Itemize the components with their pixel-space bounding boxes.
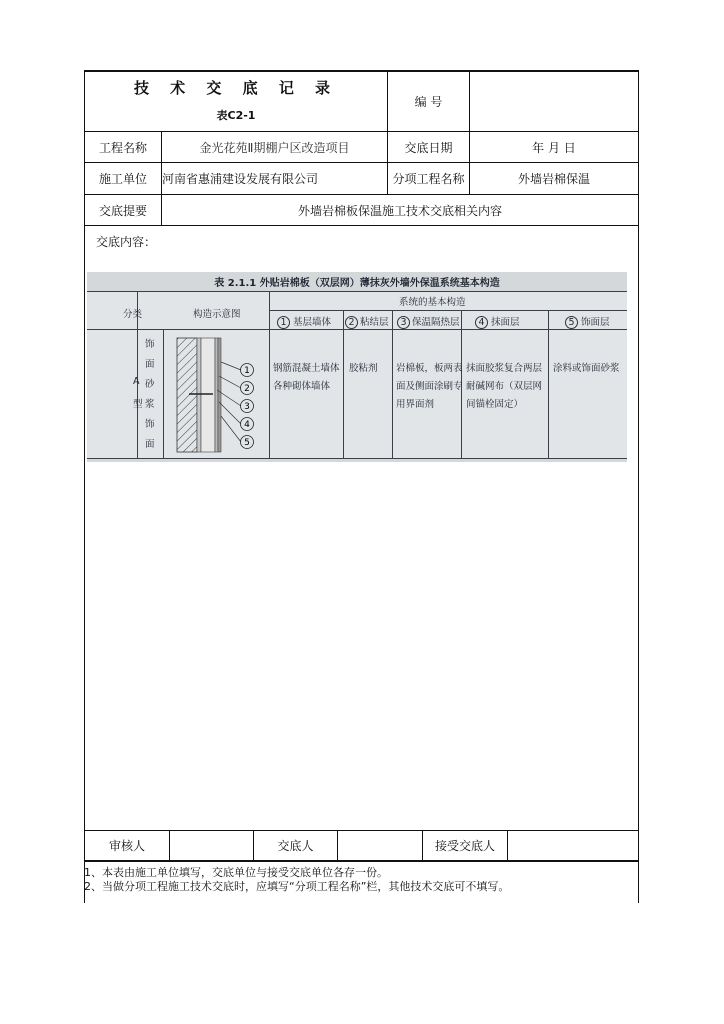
date-label: 交底日期 (404, 140, 453, 155)
type-label-a: A (133, 376, 140, 387)
wall-section-diagram (167, 332, 267, 456)
layer-desc-1b: 各种砌体墙体 (273, 381, 331, 392)
layer-desc-5a: 涂料或饰面砂浆 (553, 363, 620, 374)
summary-label: 交底提要 (98, 203, 147, 218)
summary-value[interactable]: 外墙岩棉板保温施工技术交底相关内容 (297, 203, 502, 218)
subproject-label: 分项工程名称 (392, 172, 465, 186)
layer-header-4: 4 抹面层 (475, 314, 520, 329)
layer-desc-1a: 钢筋混凝土墙体 (273, 363, 340, 374)
layer-desc-3a: 岩棉板，板两表 (396, 363, 463, 374)
reviewer-field[interactable] (170, 831, 253, 860)
date-value[interactable]: 年 月 日 (532, 140, 576, 155)
project-name-value[interactable]: 金光花苑Ⅱ期棚户区改造项目 (199, 140, 350, 155)
callout-1: 1 (244, 366, 250, 376)
callout-5: 5 (244, 438, 250, 448)
layer-desc-2a: 胶粘剂 (349, 363, 378, 374)
photo-table-title: 表 2.1.1 外贴岩棉板（双层网）薄抹灰外墙外保温系统基本构造 (214, 278, 500, 289)
layer-desc-3c: 用界面剂 (396, 399, 435, 410)
note-1: 1、本表由施工单位填写，交底单位与接受交底单位各存一份。 (84, 866, 388, 879)
type-label-xing: 型 (133, 399, 143, 410)
photo-col-diagram: 构造示意图 (193, 309, 241, 320)
layer-desc-4c: 间锚栓固定） (466, 399, 524, 410)
callout-4: 4 (244, 420, 250, 430)
notes-bottom-rule (638, 860, 639, 903)
contractor-value[interactable]: 河南省惠浦建设发展有限公司 (162, 172, 319, 186)
receiver-label: 接受交底人 (434, 839, 495, 853)
photo-col-category: 分类 (123, 309, 143, 320)
subproject-value[interactable]: 外墙岩棉保温 (517, 172, 590, 186)
project-name-label: 工程名称 (98, 140, 147, 155)
reviewer-label: 审核人 (108, 839, 145, 853)
receiver-field[interactable] (508, 831, 638, 860)
discloser-field[interactable] (338, 831, 422, 860)
layer-desc-4b: 耐碱网布（双层网 (466, 381, 543, 392)
discloser-label: 交底人 (277, 839, 314, 853)
layer-header-1: 1 基层墙体 (277, 314, 331, 329)
layer-header-5: 5 饰面层 (565, 314, 610, 329)
number-label: 编 号 (414, 95, 443, 109)
callout-2: 2 (244, 384, 250, 394)
callout-3: 3 (244, 402, 250, 412)
layer-desc-4a: 抹面胶浆复合两层 (466, 363, 543, 374)
page-title: 技 术 交 底 记 录 (133, 78, 339, 97)
contractor-label: 施工单位 (98, 172, 147, 186)
construction-table-photo: 表 2.1.1 外贴岩棉板（双层网）薄抹灰外墙外保温系统基本构造 分类 构造示意图 系统的基本构造 1 基层墙体 2 粘结层 3 保温隔热层 4 抹面层 5 饰面层 A 型 饰 面 砂 浆 饰 面 1 2 3 4 5 钢筋混凝土墙体 各种砌体墙体 胶粘剂 岩棉板，板两表 面及侧面涂刷专 用界面剂 抹面胶浆复合两层 耐碱网布（双层网 间锚栓固定） 涂料或饰面砂浆 (87, 272, 627, 462)
layer-header-2: 2 粘结层 (345, 314, 389, 329)
note-2: 2、当做分项工程施工技术交底时，应填写“分项工程名称”栏，其他技术交底可不填写。 (84, 880, 510, 893)
layer-header-3: 3 保温隔热层 (397, 314, 460, 329)
photo-col-system: 系统的基本构造 (399, 297, 466, 308)
form-code: 表C2-1 (216, 109, 256, 122)
content-label: 交底内容： (96, 235, 157, 249)
layer-desc-3b: 面及侧面涂刷专 (396, 381, 463, 392)
table-border-right (638, 70, 639, 860)
number-field[interactable] (470, 72, 638, 131)
